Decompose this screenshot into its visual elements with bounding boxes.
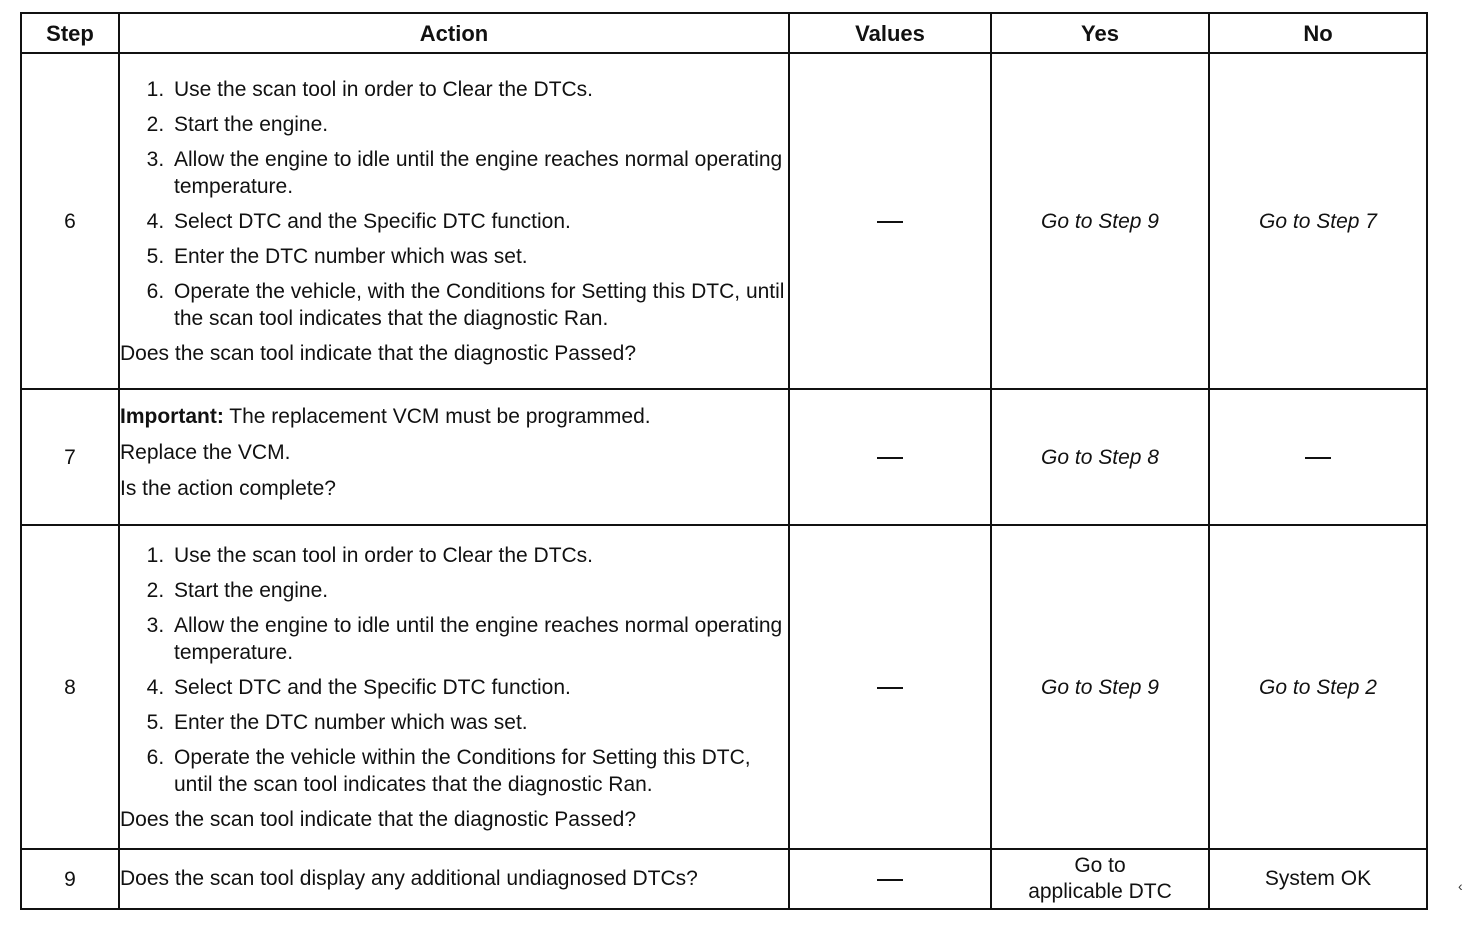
list-item: 6. Operate the vehicle within the Conditions for Setting this DTC, until the scan tool indicates that the diagnostic Ran. (170, 744, 788, 798)
action-question: Does the scan tool display any additional undiagnosed DTCs? (119, 849, 789, 909)
action-instruction: Replace the VCM. (120, 441, 291, 464)
table-row-step-6 (21, 53, 1427, 389)
yes-result: Go to Step 9 (991, 525, 1209, 849)
important-note (120, 403, 788, 430)
table-row-step-8 (21, 525, 1427, 849)
header-values: Values (789, 13, 991, 53)
list-item: 3. Allow the engine to idle until the engine reaches normal operating temperature. (170, 146, 788, 200)
action-question: Does the scan tool indicate that the diagnostic Passed? (120, 807, 636, 831)
list-item: 6. Operate the vehicle, with the Conditions for Setting this DTC, until the scan tool indicates that the diagnostic Ran. (170, 278, 788, 332)
step-number: 7 (21, 389, 119, 525)
action-cell (119, 525, 789, 849)
header-yes: Yes (991, 13, 1209, 53)
list-item: 5. Enter the DTC number which was set. (170, 243, 788, 270)
header-step: Step (21, 13, 119, 53)
important-label: Important: (120, 405, 224, 428)
yes-result-line: Go to (1074, 854, 1126, 877)
yes-result: Go to Step 9 (991, 53, 1209, 389)
step-number: 9 (21, 849, 119, 909)
step-number: 6 (21, 53, 119, 389)
values-cell (789, 53, 991, 389)
values-cell (789, 849, 991, 909)
yes-result (991, 849, 1209, 909)
no-result: System OK (1209, 849, 1427, 909)
action-question: Is the action complete? (120, 477, 336, 500)
dash-mark (877, 879, 903, 881)
list-item: 2. Start the engine. (170, 111, 788, 138)
list-item: 1. Use the scan tool in order to Clear the DTCs. (170, 76, 788, 103)
list-item: 2. Start the engine. (170, 577, 788, 604)
diagnostic-table (20, 12, 1428, 910)
dash-mark (877, 457, 903, 459)
action-cell (119, 389, 789, 525)
values-cell (789, 525, 991, 849)
step-number: 8 (21, 525, 119, 849)
table-row-step-7 (21, 389, 1427, 525)
no-result: Go to Step 2 (1209, 525, 1427, 849)
list-item: 4. Select DTC and the Specific DTC function. (170, 674, 788, 701)
list-item: 1. Use the scan tool in order to Clear the DTCs. (170, 542, 788, 569)
list-item: 3. Allow the engine to idle until the engine reaches normal operating temperature. (170, 612, 788, 666)
yes-result: Go to Step 8 (991, 389, 1209, 525)
header-action: Action (119, 13, 789, 53)
important-text: The replacement VCM must be programmed. (223, 405, 651, 428)
no-result (1209, 389, 1427, 525)
header-no: No (1209, 13, 1427, 53)
list-item: 5. Enter the DTC number which was set. (170, 709, 788, 736)
yes-result-line: applicable DTC (1028, 880, 1172, 903)
dash-mark (877, 687, 903, 689)
action-question: Does the scan tool indicate that the diagnostic Passed? (120, 341, 636, 365)
action-steps-list (120, 76, 788, 332)
action-cell (119, 53, 789, 389)
values-cell (789, 389, 991, 525)
header-row (21, 13, 1427, 53)
edge-mark: ‹ (1458, 878, 1463, 894)
table-row-step-9 (21, 849, 1427, 909)
dash-mark (1305, 457, 1331, 459)
action-steps-list (120, 542, 788, 798)
no-result: Go to Step 7 (1209, 53, 1427, 389)
list-item: 4. Select DTC and the Specific DTC function. (170, 208, 788, 235)
dash-mark (877, 221, 903, 223)
